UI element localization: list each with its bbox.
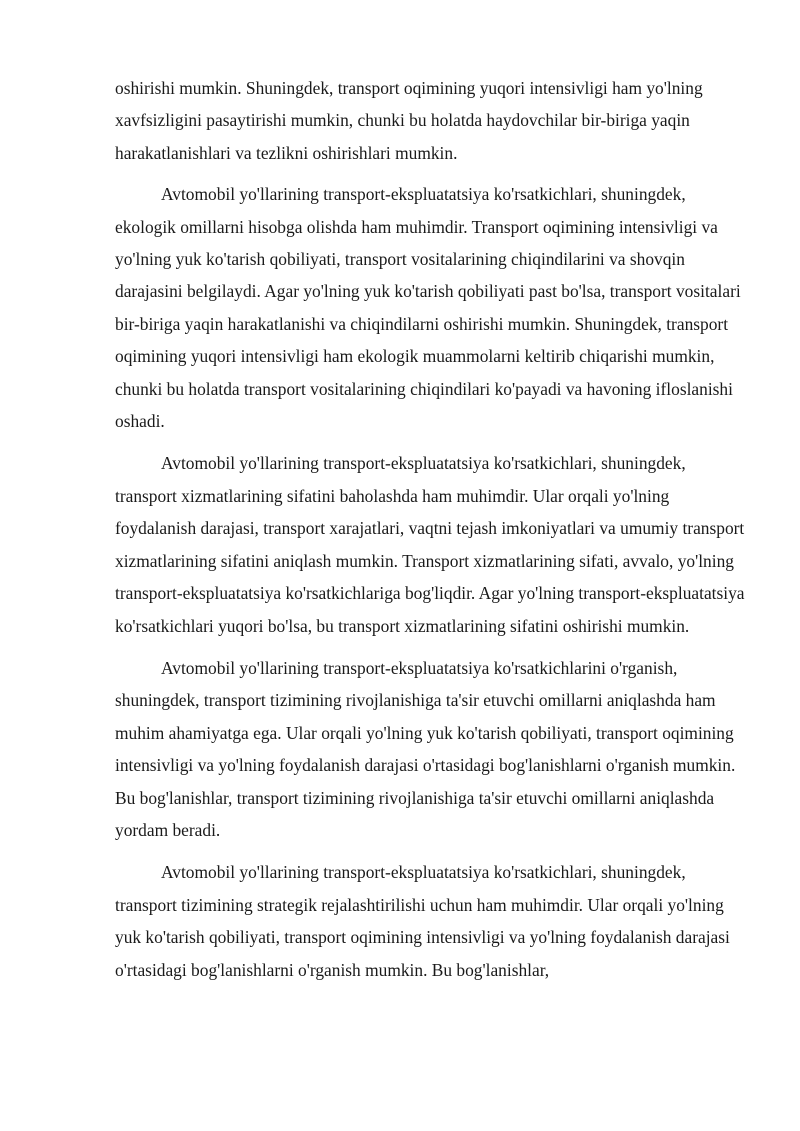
paragraph-system-development: Avtomobil yo'llarining transport-ekspluatatsiya ko'rsatkichlarini o'rganish, shuningdek, transport tizimining rivojlanishiga ta'sir etuvchi omillarni aniqlashda ham muhim ahamiyatga ega. Ular orqali yo'lning yuk ko'tarish qobiliyati, transport oqimining intensivligi va yo'lning foydalanish darajasi o'rtasidagi bog'lanishlarni o'rganish mumkin. Bu bog'lanishlar, transport tizimining rivojlanishiga ta'sir etuvchi omillarni aniqlashda yordam beradi. (115, 657, 736, 840)
document-body (115, 72, 747, 996)
paragraph-continuation: oshirishi mumkin. Shuningdek, transport oqimining yuqori intensivligi ham yo'lning xavfsizligini pasaytirishi mumkin, chunki bu holatda haydovchilar bir-biriga yaqin harakatlanishlari va tezlikni oshirishlari mumkin. (115, 78, 703, 163)
paragraph-strategic-planning: Avtomobil yo'llarining transport-ekspluatatsiya ko'rsatkichlari, shuningdek, transport tizimining strategik rejalashtirilishi uchun ham muhimdir. Ular orqali yo'lning yuk ko'tarish qobiliyati, transport oqimining intensivligi va yo'lning foydalanish darajasi o'rtasidagi bog'lanishlarni o'rganish mumkin. Bu bog'lanishlar, (115, 862, 730, 980)
paragraph-service-quality: Avtomobil yo'llarining transport-ekspluatatsiya ko'rsatkichlari, shuningdek, transport xizmatlarining sifatini baholashda ham muhimdir. Ular orqali yo'lning foydalanish darajasi, transport xarajatlari, vaqtni tejash imkoniyatlari va umumiy transport xizmatlarining sifatini aniqlash mumkin. Transport xizmatlarining sifati, avvalo, yo'lning transport-ekspluatatsiya ko'rsatkichlariga bog'liqdir. Agar yo'lning transport-ekspluatatsiya ko'rsatkichlari yuqori bo'lsa, bu transport xizmatlarining sifatini oshirishi mumkin. (115, 453, 745, 636)
paragraph-ecology: Avtomobil yo'llarining transport-ekspluatatsiya ko'rsatkichlari, shuningdek, ekologik omillarni hisobga olishda ham muhimdir. Transport oqimining intensivligi va yo'lning yuk ko'tarish qobiliyati, transport vositalarining chiqindilarini va shovqin darajasini belgilaydi. Agar yo'lning yuk ko'tarish qobiliyati past bo'lsa, transport vositalari bir-biriga yaqin harakatlanishi va chiqindilarni oshirishi mumkin. Shuningdek, transport oqimining yuqori intensivligi ham ekologik muammolarni keltirib chiqarishi mumkin, chunki bu holatda transport vositalarining chiqindilari ko'payadi va havoning ifloslanishi oshadi. (115, 184, 741, 432)
